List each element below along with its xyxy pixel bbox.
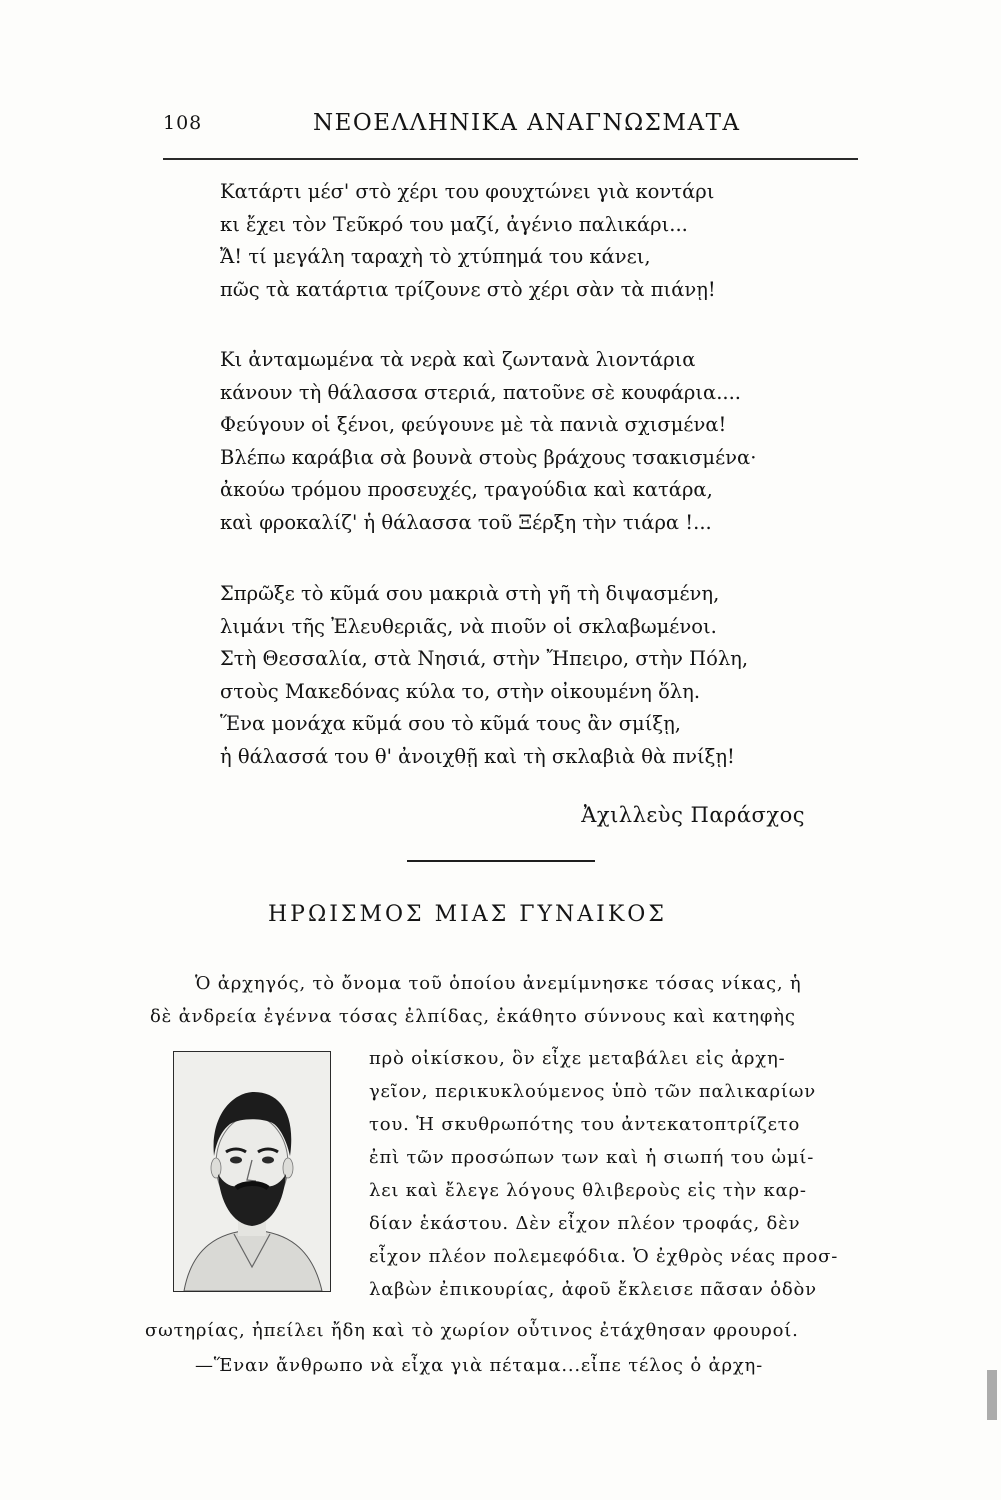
verse-line: Φεύγουν οἱ ξένοι, φεύγουνε μὲ τὰ πανιὰ σχισμένα! bbox=[220, 413, 727, 436]
running-head bbox=[163, 112, 858, 152]
story-line: Ὁ ἀρχηγός, τὸ ὄνομα τοῦ ὁποίου ἀνεμίμνησκε τόσας νίκας, ἡ bbox=[195, 973, 802, 994]
poem-stanza-3 bbox=[220, 578, 820, 773]
story-line: του. Ἡ σκυθρωπότης του ἀντεκατοπτρίζετο bbox=[369, 1114, 801, 1135]
portrait-illustration bbox=[174, 1052, 330, 1291]
page-edge-mark bbox=[987, 1370, 997, 1420]
story-line: δὲ ἀνδρεία ἐγέννα τόσας ἐλπίδας, ἐκάθητο σύννους καὶ κατηφὴς bbox=[150, 1006, 796, 1027]
verse-line: λιμάνι τῆς Ἐλευθεριᾶς, νὰ πιοῦν οἱ σκλαβωμένοι. bbox=[220, 614, 717, 638]
section-divider bbox=[407, 860, 595, 862]
author-portrait bbox=[173, 1051, 331, 1292]
header-rule bbox=[163, 158, 858, 160]
verse-line: Κι ἀνταμωμένα τὰ νερὰ καὶ ζωντανὰ λιοντάρια bbox=[220, 348, 696, 371]
story-line: δίαν ἑκάστου. Δὲν εἶχον πλέον τροφάς, δὲν bbox=[369, 1213, 801, 1234]
story-line: λει καὶ ἔλεγε λόγους θλιβεροὺς εἰς τὴν καρ- bbox=[369, 1180, 807, 1201]
running-title: ΝΕΟΕΛΛΗΝΙΚΑ ΑΝΑΓΝΩΣΜΑΤΑ bbox=[313, 110, 741, 136]
verse-line: Ἄ! τί μεγάλη ταραχὴ τὸ χτύπημά του κάνει, bbox=[220, 245, 651, 268]
verse-line: στοὺς Μακεδόνας κύλα το, στὴν οἰκουμένη ὅλη. bbox=[220, 679, 701, 703]
poem-stanza-2 bbox=[220, 344, 820, 539]
verse-line: καὶ φροκαλίζ' ἡ θάλασσα τοῦ Ξέρξη τὴν τιάρα !... bbox=[220, 510, 712, 534]
story-line: λαβὼν ἐπικουρίας, ἀφοῦ ἔκλεισε πᾶσαν ὁδὸν bbox=[369, 1279, 817, 1300]
story-line: ἐπὶ τῶν προσώπων των καὶ ἡ σιωπή του ὡμί- bbox=[369, 1147, 815, 1168]
verse-line: Ἕνα μονάχα κῦμά σου τὸ κῦμά τους ἂν σμίξῃ, bbox=[220, 712, 681, 735]
verse-line: Βλέπω καράβια σὰ βουνὰ στοὺς βράχους τσακισμένα· bbox=[220, 445, 757, 469]
verse-line: κάνουν τὴ θάλασσα στεριά, πατοῦνε σὲ κουφάρια.... bbox=[220, 380, 741, 404]
story-line: γεῖον, περικυκλούμενος ὑπὸ τῶν παλικαρίων bbox=[369, 1081, 816, 1102]
poem-author: Ἀχιλλεὺς Παράσχος bbox=[581, 803, 805, 827]
story-line: εἶχον πλέον πολεμεφόδια. Ὁ ἐχθρὸς νέας προσ- bbox=[369, 1246, 839, 1267]
verse-line: κι ἔχει τὸν Τεῦκρό του μαζί, ἀγένιο παλικάρι... bbox=[220, 212, 688, 236]
story-line: πρὸ οἰκίσκου, ὃν εἶχε μεταβάλει εἰς ἀρχη- bbox=[369, 1048, 786, 1069]
story-line: σωτηρίας, ἠπείλει ἤδη καὶ τὸ χωρίον οὗτινος ἐτάχθησαν φρουροί. bbox=[145, 1320, 799, 1341]
verse-line: πῶς τὰ κατάρτια τρίζουνε στὸ χέρι σὰν τὰ πιάνῃ! bbox=[220, 277, 716, 301]
verse-line: Κατάρτι μέσ' στὸ χέρι του φουχτώνει γιὰ κοντάρι bbox=[220, 180, 715, 203]
poem-stanza-1 bbox=[220, 176, 820, 306]
verse-line: ἀκούω τρόμου προσευχές, τραγούδια καὶ κατάρα, bbox=[220, 478, 713, 501]
story-line: —Ἕναν ἄνθρωπο νὰ εἶχα γιὰ πέταμα...εἶπε τέλος ὁ ἀρχη- bbox=[195, 1355, 763, 1376]
page-number: 108 bbox=[163, 112, 203, 134]
verse-line: ἡ θάλασσά του θ' ἀνοιχθῇ καὶ τὴ σκλαβιὰ θὰ πνίξῃ! bbox=[220, 744, 735, 768]
verse-line: Σπρῶξε τὸ κῦμά σου μακριὰ στὴ γῆ τὴ διψασμένη, bbox=[220, 582, 720, 605]
verse-line: Στὴ Θεσσαλία, στὰ Νησιά, στὴν Ἤπειρο, στὴν Πόλη, bbox=[220, 647, 749, 670]
story-title: ΗΡΩΙΣΜΟΣ ΜΙΑΣ ΓΥΝΑΙΚΟΣ bbox=[268, 902, 667, 927]
